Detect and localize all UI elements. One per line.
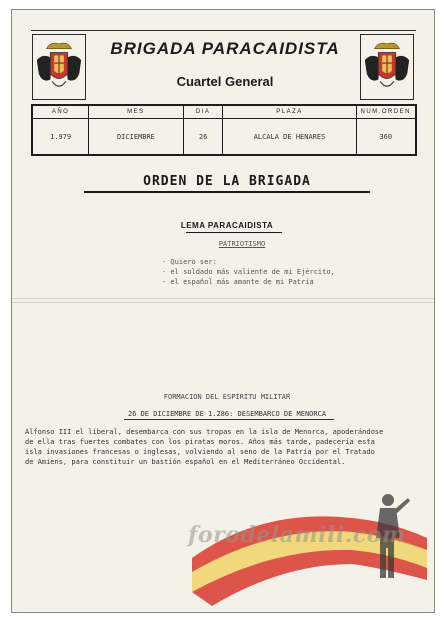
fold-line: [12, 298, 434, 299]
fold-line: [12, 302, 434, 303]
flag-watermark-icon: [182, 488, 432, 613]
crest-left-icon: [32, 34, 86, 100]
column-header-year: AÑO: [32, 105, 89, 119]
lema-heading: LEMA PARACAIDISTA: [180, 221, 274, 230]
event-date-underline: [124, 419, 334, 420]
event-date-heading: 26 DE DICIEMBRE DE 1.286: DESEMBARCO DE MENORCA: [127, 410, 327, 418]
paragraph-line: Alfonso III el liberal, desembarca con sus tropas en la isla de Menorca, apoderándose: [25, 428, 384, 436]
order-heading-underline: [84, 191, 370, 193]
info-table: [31, 104, 417, 156]
document-page: [11, 9, 435, 613]
paragraph-line: de Amiens, para constituir un bastión español en el Mediterráneo Occidental.: [25, 458, 346, 466]
crest-right-icon: [360, 34, 414, 100]
cell-year: 1.979: [32, 119, 89, 156]
column-header-month: MES: [89, 105, 184, 119]
lema-subheading: PATRIOTISMO: [218, 240, 266, 248]
document-subtitle: Cuartel General: [176, 74, 274, 89]
info-table-row: [32, 119, 416, 156]
column-header-place: PLAZA: [223, 105, 356, 119]
column-header-day: DIA: [183, 105, 223, 119]
cell-day: 26: [183, 119, 223, 156]
formacion-heading: FORMACION DEL ESPIRITU MILITAR: [163, 393, 291, 401]
paragraph-line: isla invasiones francesas o inglesas, volviendo al seno de la Patria por el Tratado: [25, 448, 375, 456]
lema-underline: [186, 232, 282, 233]
order-heading: ORDEN DE LA BRIGADA: [143, 174, 311, 189]
column-header-order-number: NUM.ORDEN: [356, 105, 416, 119]
cell-place: ALCALA DE HENARES: [223, 119, 356, 156]
info-table-header-row: [32, 105, 416, 119]
cell-month: DICIEMBRE: [89, 119, 184, 156]
lema-line: - el soldado más valiente de mi Ejército,: [162, 268, 335, 276]
lema-line: - Quiero ser:: [162, 258, 217, 266]
lema-line: - el español más amante de mi Patria: [162, 278, 314, 286]
paragraph-line: de ella tras fuertes combates con los piratas moros. Años más tarde, padecería esta: [25, 438, 375, 446]
watermark-text: forodelamili.com: [188, 522, 406, 548]
document-title: BRIGADA PARACAIDISTA: [110, 39, 340, 58]
cell-order-number: 360: [356, 119, 416, 156]
